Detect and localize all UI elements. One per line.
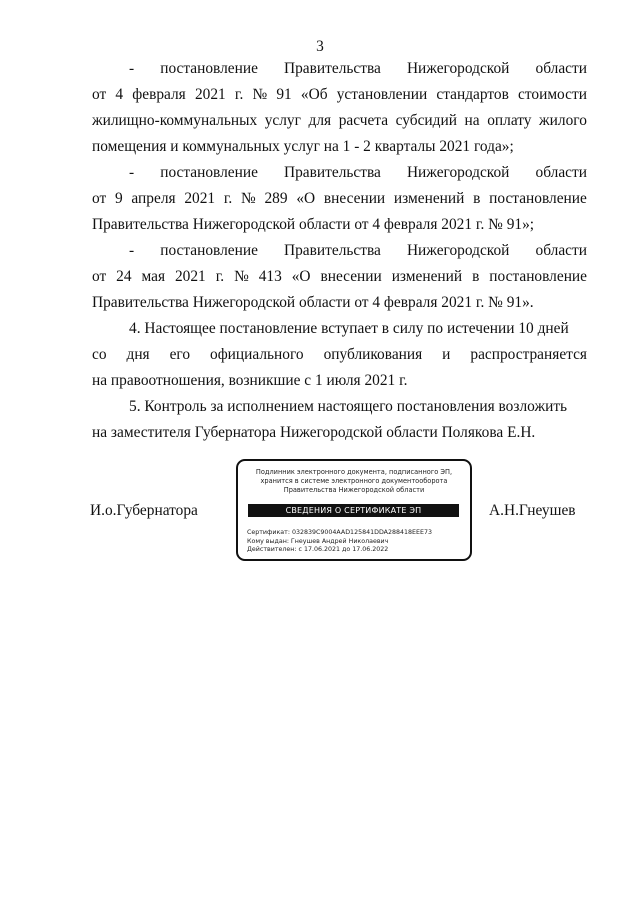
- stamp-certificate: Сертификат: 032839C9004AAD125841DDA288418EEE73: [247, 529, 432, 536]
- list-item: [92, 160, 587, 238]
- paragraph-line: 5. Контроль за исполнением настоящего постановления возложить: [129, 398, 568, 415]
- signatory-name: А.Н.Гнеушев: [489, 502, 576, 519]
- signatory-position: И.о.Губернатора: [90, 502, 198, 519]
- paragraph-line: на заместителя Губернатора Нижегородской области Полякова Е.Н.: [92, 424, 536, 441]
- page-number: 3: [316, 38, 324, 55]
- list-item-line: - постановление Правительства Нижегородской области: [92, 238, 587, 264]
- list-item-line: от 24 мая 2021 г. № 413 «О внесении изменений в постановление: [92, 268, 587, 285]
- stamp-header: Подлинник электронного документа, подписанного ЭП, хранится в системе электронного документооборота Правительства Нижегородской области: [255, 468, 453, 494]
- list-dash: -: [129, 242, 135, 259]
- paragraph-line: со дня его официального опубликования и распространяется: [92, 346, 587, 363]
- document-body: [92, 56, 587, 446]
- list-item-line: от 4 февраля 2021 г. № 91 «Об установлении стандартов стоимости: [92, 86, 587, 103]
- e-signature-stamp: [236, 459, 472, 561]
- list-item-line: Правительства Нижегородской области от 4 февраля 2021 г. № 91»;: [92, 216, 535, 233]
- stamp-validity: Действителен: с 17.06.2021 до 17.06.2022: [247, 546, 389, 553]
- list-item-line: помещения и коммунальных услуг на 1 - 2 кварталы 2021 года»;: [92, 138, 514, 155]
- list-item-line: от 9 апреля 2021 г. № 289 «О внесении изменений в постановление: [92, 190, 587, 207]
- list-item: [92, 56, 587, 160]
- list-item-line: - постановление Правительства Нижегородской области: [92, 56, 587, 82]
- paragraph-effective-date: [92, 316, 587, 394]
- list-dash: -: [129, 60, 135, 77]
- paragraph-line: 4. Настоящее постановление вступает в силу по истечении 10 дней: [129, 320, 569, 337]
- paragraph-control: [92, 394, 587, 446]
- stamp-issued-to: Кому выдан: Гнеушев Андрей Николаевич: [247, 537, 389, 545]
- stamp-certificate-info: [247, 529, 463, 555]
- list-dash: -: [129, 164, 135, 181]
- list-item-line: жилищно-коммунальных услуг для расчета субсидий на оплату жилого: [92, 112, 587, 129]
- stamp-title: СВЕДЕНИЯ О СЕРТИФИКАТЕ ЭП: [248, 504, 459, 517]
- list-item-line: Правительства Нижегородской области от 4 февраля 2021 г. № 91».: [92, 294, 534, 311]
- paragraph-line: на правоотношения, возникшие с 1 июля 2021 г.: [92, 372, 408, 389]
- list-item: [92, 238, 587, 316]
- list-item-line: - постановление Правительства Нижегородской области: [92, 160, 587, 186]
